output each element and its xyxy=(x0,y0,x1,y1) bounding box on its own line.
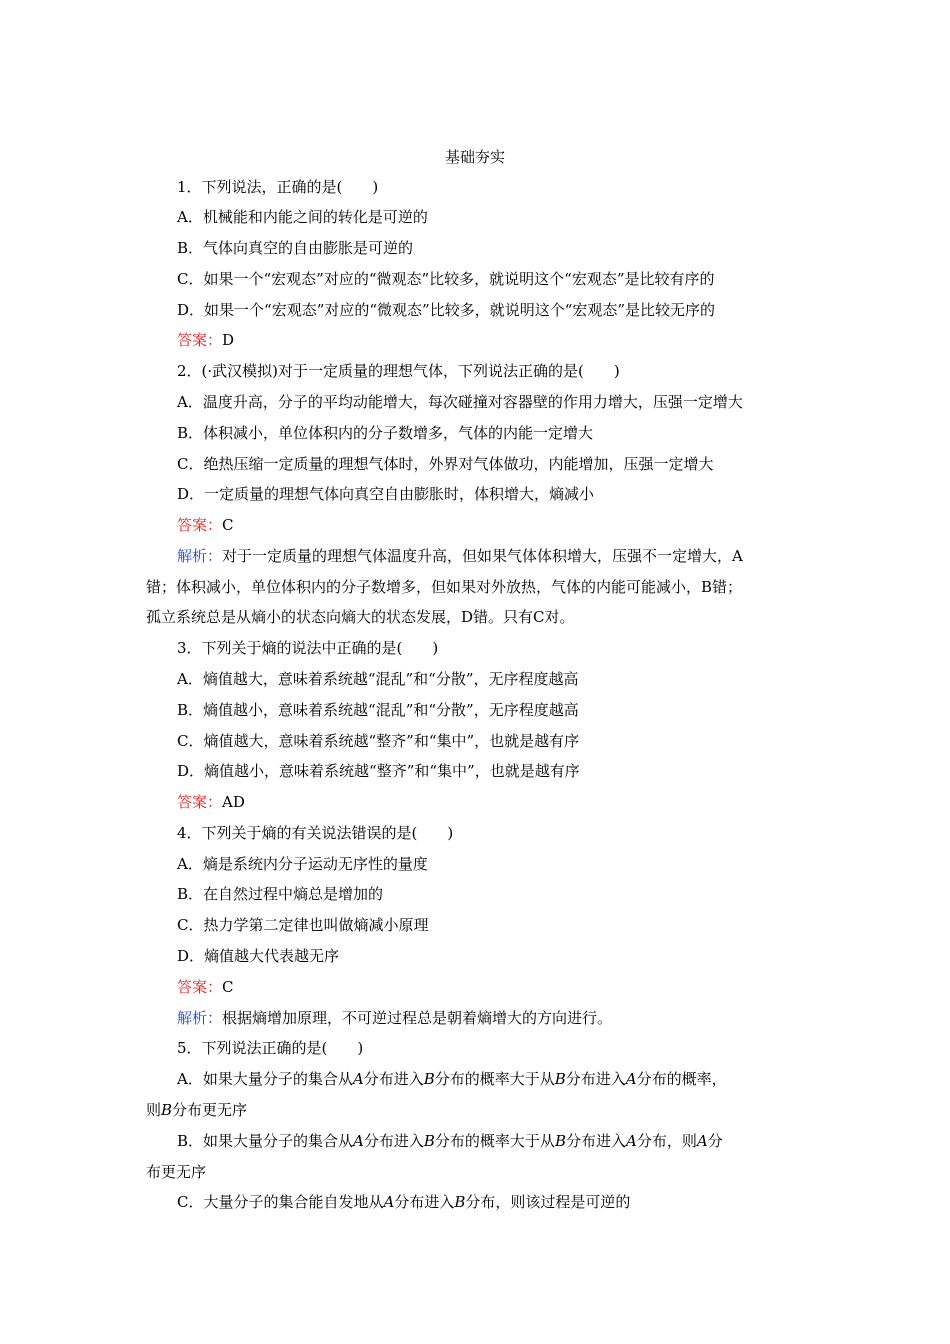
text-run: 则 xyxy=(146,1101,162,1119)
explanation-label: 解析： xyxy=(177,547,223,565)
q5-option-a-line-2 xyxy=(146,1099,247,1121)
explanation-label: 解析： xyxy=(177,1009,223,1027)
q4-option-d: D．熵值越大代表越无序 xyxy=(177,947,340,965)
q1-option-d: D．如果一个“宏观态”对应的“微观态”比较多，就说明这个“宏观态”是比较无序的 xyxy=(177,301,716,319)
q2-option-d: D．一定质量的理想气体向真空自由膨胀时，体积增大，熵减小 xyxy=(177,485,595,503)
text-run: C．大量分子的集合能自发地从 xyxy=(177,1193,384,1211)
q1-option-b: B．气体向真空的自由膨胀是可逆的 xyxy=(177,239,414,257)
text-run: 分布进入 xyxy=(394,1193,455,1211)
explanation-text: 根据熵增加原理，不可逆过程总是朝着熵增大的方向进行。 xyxy=(222,1009,613,1027)
q3-stem: 3．下列关于熵的说法中正确的是( ) xyxy=(177,639,439,657)
q4-answer xyxy=(177,976,234,998)
q3-option-b: B．熵值越小，意味着系统越“混乱”和“分散”，无序程度越高 xyxy=(177,701,579,719)
q2-option-c: C．绝热压缩一定质量的理想气体时，外界对气体做功，内能增加，压强一定增大 xyxy=(177,455,714,473)
variable: B xyxy=(423,1132,435,1150)
variable: B xyxy=(454,1193,466,1211)
answer-label: 答案： xyxy=(177,978,223,996)
answer-label: 答案： xyxy=(177,331,223,349)
text-run: 分布进入 xyxy=(363,1132,424,1150)
variable: A xyxy=(352,1070,364,1088)
variable: B xyxy=(554,1070,566,1088)
text-run: 分布的概率大于从 xyxy=(434,1070,555,1088)
q3-answer xyxy=(177,791,245,813)
q4-option-c: C．热力学第二定律也叫做熵减小原理 xyxy=(177,916,429,934)
q3-option-a: A．熵值越大，意味着系统越“混乱”和“分散”，无序程度越高 xyxy=(177,670,579,688)
q5-option-a-line-1 xyxy=(177,1068,727,1090)
text-run: 布更无序 xyxy=(146,1163,207,1181)
text-run: A．如果大量分子的集合从 xyxy=(177,1070,353,1088)
q3-option-d: D．熵值越小，意味着系统越“整齐”和“集中”，也就是越有序 xyxy=(177,762,580,780)
text-run: 分布，则 xyxy=(636,1132,697,1150)
q1-option-a: A．机械能和内能之间的转化是可逆的 xyxy=(177,208,428,226)
text-run: 分布的概率， xyxy=(636,1070,727,1088)
q2-option-a: A．温度升高，分子的平均动能增大，每次碰撞对容器壁的作用力增大，压强一定增大 xyxy=(177,393,743,411)
q1-answer xyxy=(177,329,234,351)
q5-option-c xyxy=(177,1191,630,1213)
q2-explanation-line-3: 孤立系统总是从熵小的状态向熵大的状态发展，D错。只有C对。 xyxy=(146,608,575,626)
variable: B xyxy=(423,1070,435,1088)
text-run: 分布的概率大于从 xyxy=(434,1132,555,1150)
answer-value: C xyxy=(222,516,234,534)
q4-option-b: B．在自然过程中熵总是增加的 xyxy=(177,885,384,903)
answer-label: 答案： xyxy=(177,793,223,811)
q2-answer xyxy=(177,514,234,536)
q4-option-a: A．熵是系统内分子运动无序性的量度 xyxy=(177,855,428,873)
text-run: B．如果大量分子的集合从 xyxy=(177,1132,354,1150)
variable: A xyxy=(625,1132,637,1150)
page-title: 基础夯实 xyxy=(444,148,505,166)
variable: B xyxy=(161,1101,173,1119)
q1-option-c: C．如果一个“宏观态”对应的“微观态”比较多，就说明这个“宏观态”是比较有序的 xyxy=(177,270,715,288)
q2-option-b: B．体积减小，单位体积内的分子数增多，气体的内能一定增大 xyxy=(177,424,594,442)
variable: A xyxy=(625,1070,637,1088)
answer-value: C xyxy=(222,978,234,996)
text-run: 分 xyxy=(707,1132,723,1150)
q2-explanation-line-2: 错；体积减小，单位体积内的分子数增多，但如果对外放热，气体的内能可能减小，B错； xyxy=(146,578,743,596)
q2-explanation-line-1 xyxy=(177,545,743,567)
variable: A xyxy=(696,1132,708,1150)
text-run: 分布进入 xyxy=(565,1132,626,1150)
answer-value: AD xyxy=(222,793,245,811)
answer-value: D xyxy=(222,331,235,349)
q5-option-b-line-1 xyxy=(177,1130,723,1152)
q1-stem: 1．下列说法，正确的是( ) xyxy=(177,178,379,196)
explanation-text: 对于一定质量的理想气体温度升高，但如果气体体积增大，压强不一定增大，A xyxy=(222,547,743,565)
q5-stem: 5．下列说法正确的是( ) xyxy=(177,1039,364,1057)
q5-option-b-line-2 xyxy=(146,1161,206,1183)
variable: A xyxy=(383,1193,395,1211)
text-run: 分布更无序 xyxy=(172,1101,248,1119)
variable: B xyxy=(554,1132,566,1150)
text-run: 分布进入 xyxy=(363,1070,424,1088)
q4-explanation xyxy=(177,1007,612,1029)
text-run: 分布进入 xyxy=(565,1070,626,1088)
q3-option-c: C．熵值越大，意味着系统越“整齐”和“集中”，也就是越有序 xyxy=(177,732,580,750)
answer-label: 答案： xyxy=(177,516,223,534)
q4-stem: 4．下列关于熵的有关说法错误的是( ) xyxy=(177,824,454,842)
text-run: 分布，则该过程是可逆的 xyxy=(465,1193,631,1211)
variable: A xyxy=(353,1132,364,1150)
q2-stem: 2．(·武汉模拟)对于一定质量的理想气体，下列说法正确的是( ) xyxy=(177,362,620,380)
